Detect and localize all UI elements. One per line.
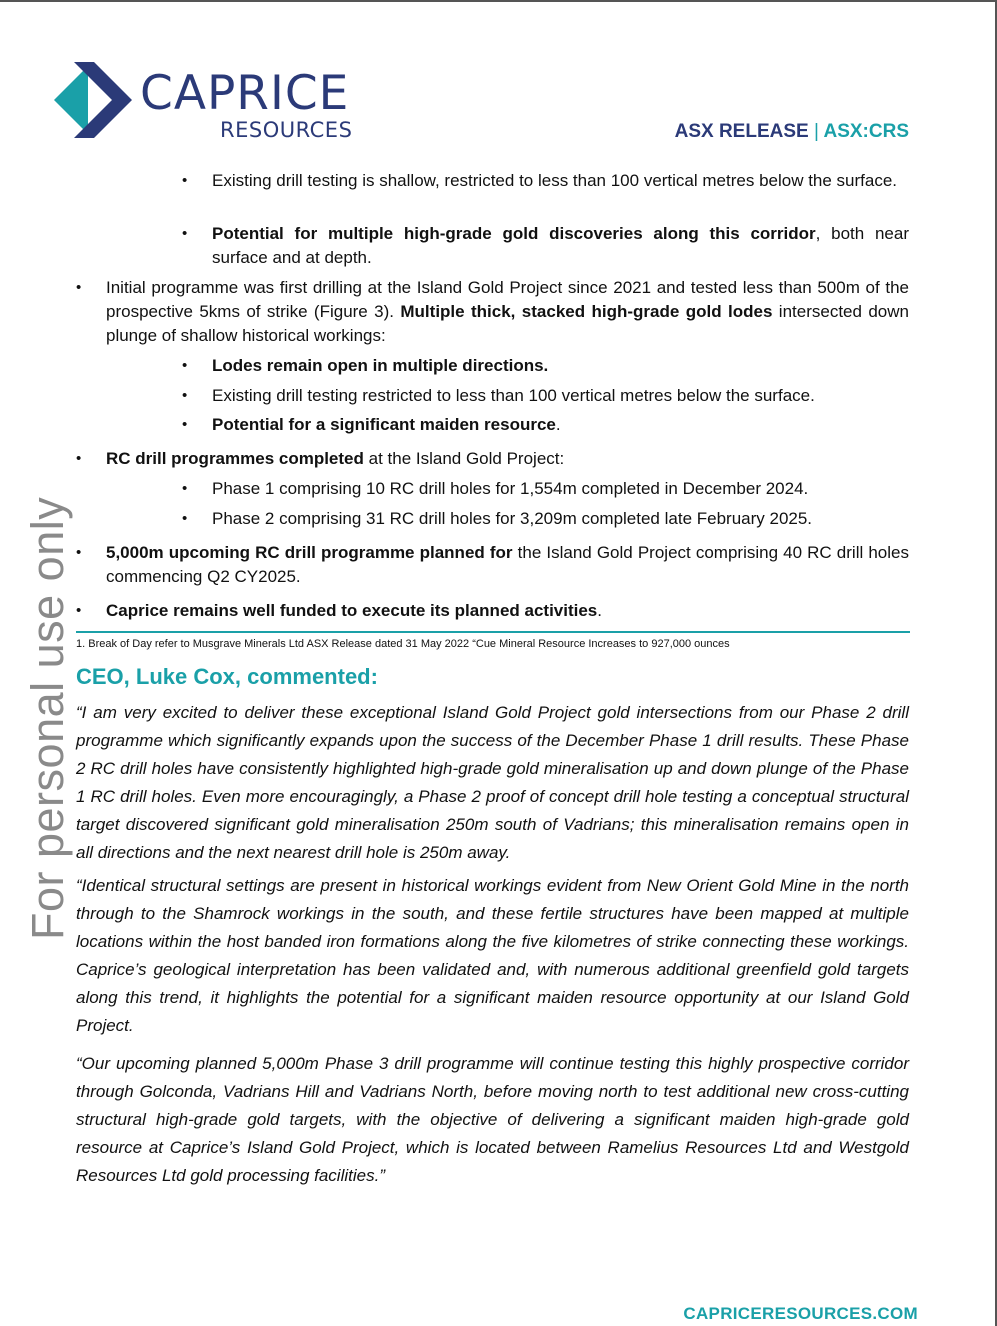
watermark-text: For personal use only bbox=[22, 496, 73, 940]
release-label: ASX RELEASE bbox=[674, 121, 809, 142]
footnote-divider bbox=[76, 631, 910, 633]
release-separator: | bbox=[813, 121, 819, 142]
list-item-text: the Island Gold Project comprising 40 RC drill holes commencing Q2 CY2025. bbox=[106, 543, 909, 586]
asx-release-label bbox=[675, 121, 909, 143]
list-item bbox=[106, 447, 909, 471]
quote-paragraph-2: “Identical structural settings are present in historical workings evident from New Orient Gold Mine in the north through to the Shamrock workings in the south, and these fertile structures have been mapped at multiple locations within the host banded iron formations along the five kilometres of strike connecting these workings. Caprice’s geological interpretation has been validated and, with numerous additional greenfield gold targets along this trend, it highlights the potential for a significant maiden resource opportunity at our Island Gold Project. bbox=[76, 876, 909, 1035]
bullet-icon: • bbox=[182, 510, 188, 527]
list-item bbox=[212, 507, 909, 531]
page-frame-top bbox=[0, 0, 997, 2]
list-item-text: . bbox=[597, 601, 602, 620]
website-link[interactable]: CAPRICERESOURCES.COM bbox=[683, 1304, 918, 1323]
quote-paragraph-1: “I am very excited to deliver these exceptional Island Gold Project gold intersections from our Phase 2 drill programme which significantly expands upon the success of the December Phase 1 drill results. These Phase 2 RC drill holes have consistently highlighted high-grade gold mineralisation up and down plunge of the Phase 1 RC drill holes. Even more encouragingly, a Phase 2 proof of concept drill hole testing a conceptual structural target discovered significant gold mineralisation 250m south of Vadrians; this mineralisation remains open in all directions and the next nearest drill hole is 250m away. bbox=[76, 703, 909, 862]
list-item bbox=[212, 413, 909, 437]
list-item bbox=[212, 384, 909, 408]
bullet-icon: • bbox=[76, 602, 82, 619]
list-item-bold-text: RC drill programmes completed bbox=[106, 449, 364, 468]
list-item-bold-text: Multiple thick, stacked high-grade gold lodes bbox=[400, 302, 773, 321]
bullet-icon: • bbox=[182, 357, 188, 374]
list-item bbox=[106, 541, 909, 589]
footnote: 1. Break of Day refer to Musgrave Minerals Ltd ASX Release dated 31 May 2022 “Cue Mineral Resource Increases to 927,000 ounces bbox=[76, 638, 730, 650]
list-item-text: Phase 2 comprising 31 RC drill holes for 3,209m completed late February 2025. bbox=[212, 509, 813, 528]
bullet-icon: • bbox=[182, 387, 188, 404]
bullet-icon: • bbox=[182, 225, 188, 242]
bullet-icon: • bbox=[182, 416, 188, 433]
logo-word-caprice: CAPRICE bbox=[140, 66, 350, 121]
list-item-text: at the Island Gold Project: bbox=[363, 449, 565, 468]
list-item-text: Initial programme was first drilling at the Island Gold Project since 2021 and tested less than 500m of the prospective 5kms of strike (Figure 3). bbox=[106, 278, 909, 321]
bullet-icon: • bbox=[76, 450, 82, 467]
list-item-text: Existing drill testing is shallow, restricted to less than 100 vertical metres below the surface. bbox=[212, 171, 898, 190]
bullet-icon: • bbox=[182, 172, 188, 189]
list-item-text: . bbox=[555, 415, 561, 434]
bullet-icon: • bbox=[182, 480, 188, 497]
list-item bbox=[212, 169, 909, 193]
bullet-icon: • bbox=[76, 544, 82, 561]
list-item-bold-text: 5,000m upcoming RC drill programme planned for bbox=[106, 543, 513, 562]
quote-paragraph-3: “Our upcoming planned 5,000m Phase 3 drill programme will continue testing this highly prospective corridor through Golconda, Vadrians Hill and Vadrians North, before moving north to test additional new cross-cutting structural high-grade gold targets, with the objective of delivering a significant maiden high-grade gold resource at Caprice’s Island Gold Project, which is located between Ramelius Resources Ltd and Westgold Resources Ltd gold processing facilities.” bbox=[76, 1054, 909, 1185]
company-logo bbox=[52, 60, 392, 140]
section-heading: CEO, Luke Cox, commented: bbox=[76, 664, 378, 689]
bullet-icon: • bbox=[76, 279, 82, 296]
list-item-bold-text: Potential for a significant maiden resource bbox=[212, 415, 556, 434]
logo-chevron-icon bbox=[52, 60, 138, 140]
list-item bbox=[212, 477, 909, 501]
list-item bbox=[106, 599, 909, 623]
list-item-bold-text: Caprice remains well funded to execute its planned activities bbox=[106, 601, 598, 620]
list-item-bold-text: Lodes remain open in multiple directions. bbox=[212, 356, 549, 375]
list-item-bold-text: Potential for multiple high-grade gold discoveries along this corridor bbox=[212, 224, 816, 243]
logo-word-resources: RESOURCES bbox=[220, 118, 353, 142]
list-item-text: , both near surface and at depth. bbox=[212, 224, 909, 267]
list-item bbox=[212, 354, 909, 378]
asx-ticker: ASX:CRS bbox=[823, 121, 909, 142]
list-item-text: Existing drill testing restricted to less than 100 vertical metres below the surface. bbox=[212, 386, 815, 405]
list-item bbox=[106, 276, 909, 348]
list-item bbox=[212, 222, 909, 270]
list-item-text: Phase 1 comprising 10 RC drill holes for 1,554m completed in December 2024. bbox=[212, 479, 809, 498]
list-item-text: intersected down plunge of shallow historical workings: bbox=[106, 302, 909, 345]
